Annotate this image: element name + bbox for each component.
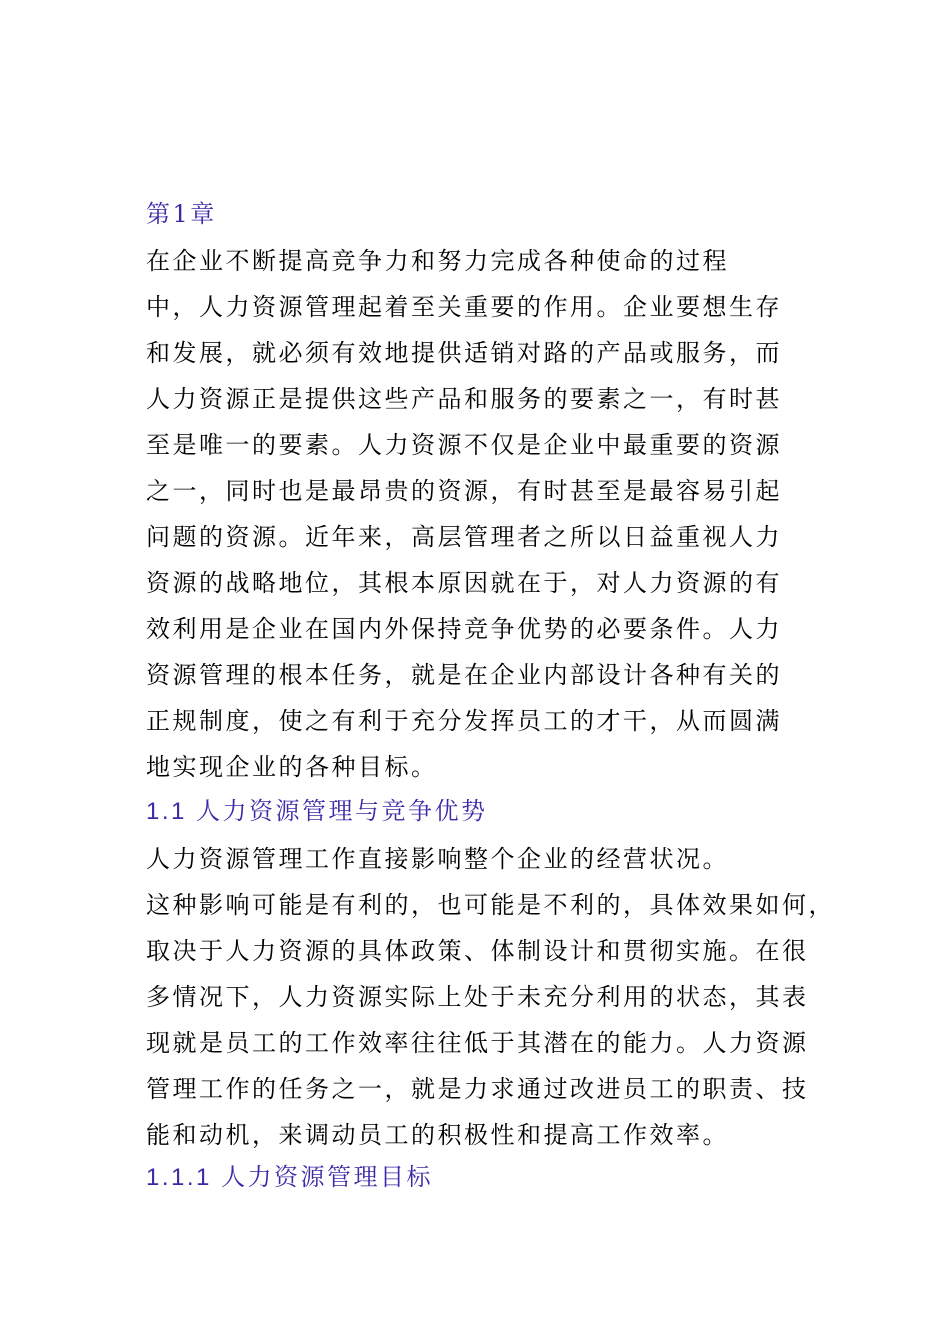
section-title: 人力资源管理与竞争优势: [196, 797, 488, 825]
intro-line: 至是唯一的要素。人力资源不仅是企业中最重要的资源: [146, 431, 782, 459]
intro-line: 地实现企业的各种目标。: [146, 753, 438, 781]
section-heading-1-1-1: [146, 1162, 433, 1193]
section-title: 人力资源管理目标: [221, 1163, 434, 1191]
intro-line: 问题的资源。近年来，高层管理者之所以日益重视人力: [146, 523, 782, 551]
intro-line: 资源管理的根本任务，就是在企业内部设计各种有关的: [146, 661, 782, 689]
intro-line: 效利用是企业在国内外保持竞争优势的必要条件。人力: [146, 615, 782, 643]
section-number: 1.1.1: [146, 1164, 212, 1191]
intro-line: 中，人力资源管理起着至关重要的作用。企业要想生存: [146, 293, 782, 321]
section-line: 人力资源管理工作直接影响整个企业的经营状况。: [146, 845, 729, 873]
intro-line: 资源的战略地位，其根本原因就在于，对人力资源的有: [146, 569, 782, 597]
section-line: 多情况下，人力资源实际上处于未充分利用的状态，其表: [146, 983, 809, 1011]
intro-line: 在企业不断提高竞争力和努力完成各种使命的过程: [146, 247, 729, 275]
chapter-title: 第1章: [146, 200, 217, 228]
section-line: 这种影响可能是有利的，也可能是不利的，具体效果如何，: [146, 891, 835, 919]
section-number: 1.1: [146, 798, 187, 825]
section-line: 能和动机，来调动员工的积极性和提高工作效率。: [146, 1121, 729, 1149]
section-line: 取决于人力资源的具体政策、体制设计和贯彻实施。在很: [146, 937, 809, 965]
intro-line: 人力资源正是提供这些产品和服务的要素之一，有时甚: [146, 385, 782, 413]
section-line: 管理工作的任务之一，就是力求通过改进员工的职责、技: [146, 1075, 809, 1103]
intro-line: 正规制度，使之有利于充分发挥员工的才干，从而圆满: [146, 707, 782, 735]
intro-line: 之一，同时也是最昂贵的资源，有时甚至是最容易引起: [146, 477, 782, 505]
section-heading-1-1: [146, 796, 488, 827]
intro-line: 和发展，就必须有效地提供适销对路的产品或服务，而: [146, 339, 782, 367]
section-line: 现就是员工的工作效率往往低于其潜在的能力。人力资源: [146, 1029, 809, 1057]
